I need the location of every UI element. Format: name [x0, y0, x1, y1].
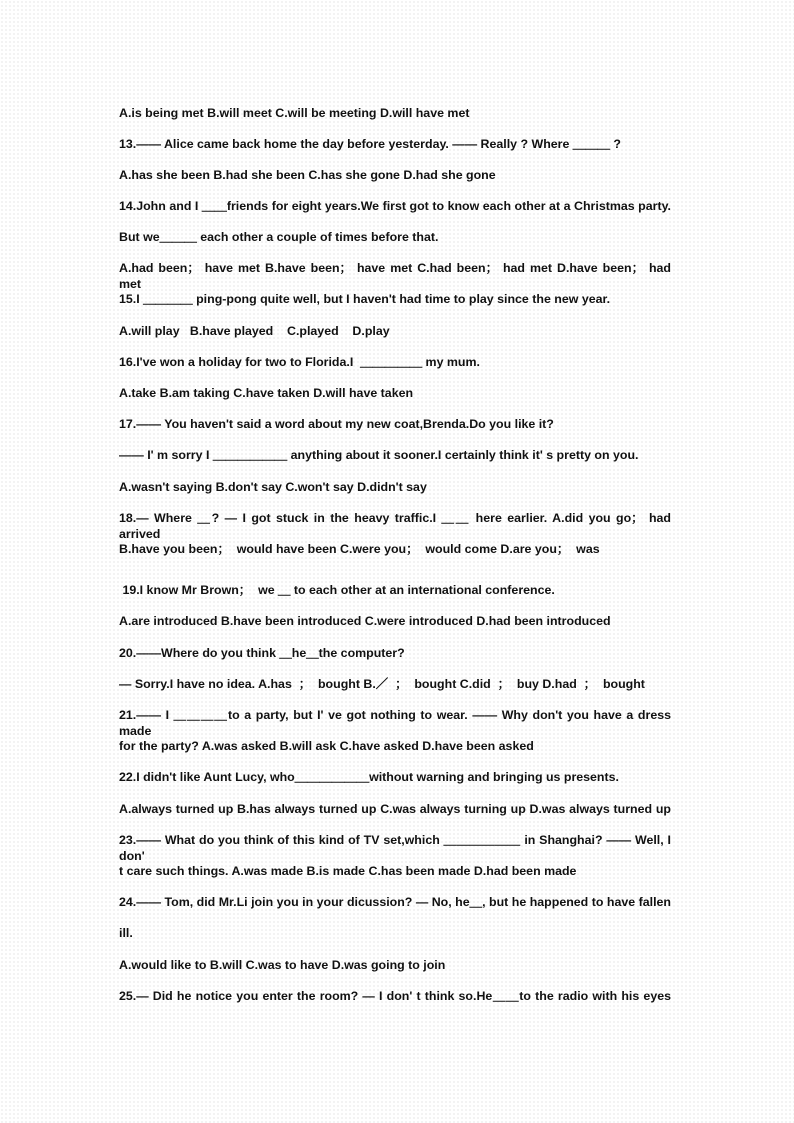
text-line: 20.——Where do you think ＿he＿the computer? — [119, 646, 405, 660]
text-line: ill. — [119, 926, 133, 940]
text-line: t care such things. A.was made B.is made C.has been made D.had been made — [119, 864, 577, 878]
text-line: 17.—— You haven't said a word about my new coat,Brenda.Do you like it? — [119, 417, 554, 431]
text-line: But we＿＿＿ each other a couple of times before that. — [119, 230, 439, 244]
text-line: A.are introduced B.have been introduced C.were introduced D.had been introduced — [119, 614, 611, 628]
text-line: A.would like to B.will C.was to have D.was going to join — [119, 958, 446, 972]
text-line: 14.John and I ＿＿friends for eight years.We first got to know each other at a Christmas party. — [119, 199, 671, 213]
text-line: A.has she been B.had she been C.has she gone D.had she gone — [119, 168, 496, 182]
text-line: 13.—— Alice came back home the day before yesterday. —— Really ? Where ＿＿＿ ? — [119, 137, 621, 151]
text-line: 16.I've won a holiday for two to Florida.I ＿＿＿＿＿ my mum. — [119, 355, 480, 369]
text-line: —— I' m sorry I ＿＿＿＿＿＿ anything about it sooner.I certainly think it' s pretty on you. — [119, 448, 639, 462]
text-line: 24.—— Tom, did Mr.Li join you in your dicussion? — No, he＿, but he happened to have fallen — [119, 895, 671, 909]
text-line: 19.I know Mr Brown； we ＿ to each other at an international conference. — [119, 583, 555, 597]
text-line: A.had been； have met B.have been； have met C.had been； had met D.have been； had met — [119, 261, 671, 291]
text-line: 22.I didn't like Aunt Lucy, who＿＿＿＿＿＿without warning and bringing us presents. — [119, 770, 619, 784]
text-line: 15.I ＿＿＿＿ ping-pong quite well, but I haven't had time to play since the new year. — [119, 292, 611, 306]
text-line: B.have you been； would have been C.were you； would come D.are you； was — [119, 542, 600, 556]
text-line: A.take B.am taking C.have taken D.will have taken — [119, 386, 414, 400]
text-line: 25.— Did he notice you enter the room? — I don' t think so.He＿＿to the radio with his eyes — [119, 989, 671, 1003]
text-line: 21.—— I ＿＿＿＿to a party, but I' ve got nothing to wear. —— Why don't you have a dress made — [119, 708, 671, 738]
text-line: 23.—— What do you think of this kind of TV set,which ＿＿＿＿＿＿ in Shanghai? —— Well, I don' — [119, 833, 671, 863]
text-line: A.always turned up B.has always turned up C.was always turning up D.was always turned up — [119, 802, 671, 816]
text-line: A.will play B.have played C.played D.play — [119, 324, 390, 338]
text-line: 18.— Where ＿? — I got stuck in the heavy traffic.I ＿＿ here earlier. A.did you go； had arrived — [119, 511, 671, 541]
text-line: A.wasn't saying B.don't say C.won't say D.didn't say — [119, 480, 427, 494]
text-line: for the party? A.was asked B.will ask C.have asked D.have been asked — [119, 739, 534, 753]
text-line: — Sorry.I have no idea. A.has ； bought B.／ ； bought C.did ； buy D.had ； bought — [119, 677, 645, 691]
text-line: A.is being met B.will meet C.will be meeting D.will have met — [119, 106, 470, 120]
